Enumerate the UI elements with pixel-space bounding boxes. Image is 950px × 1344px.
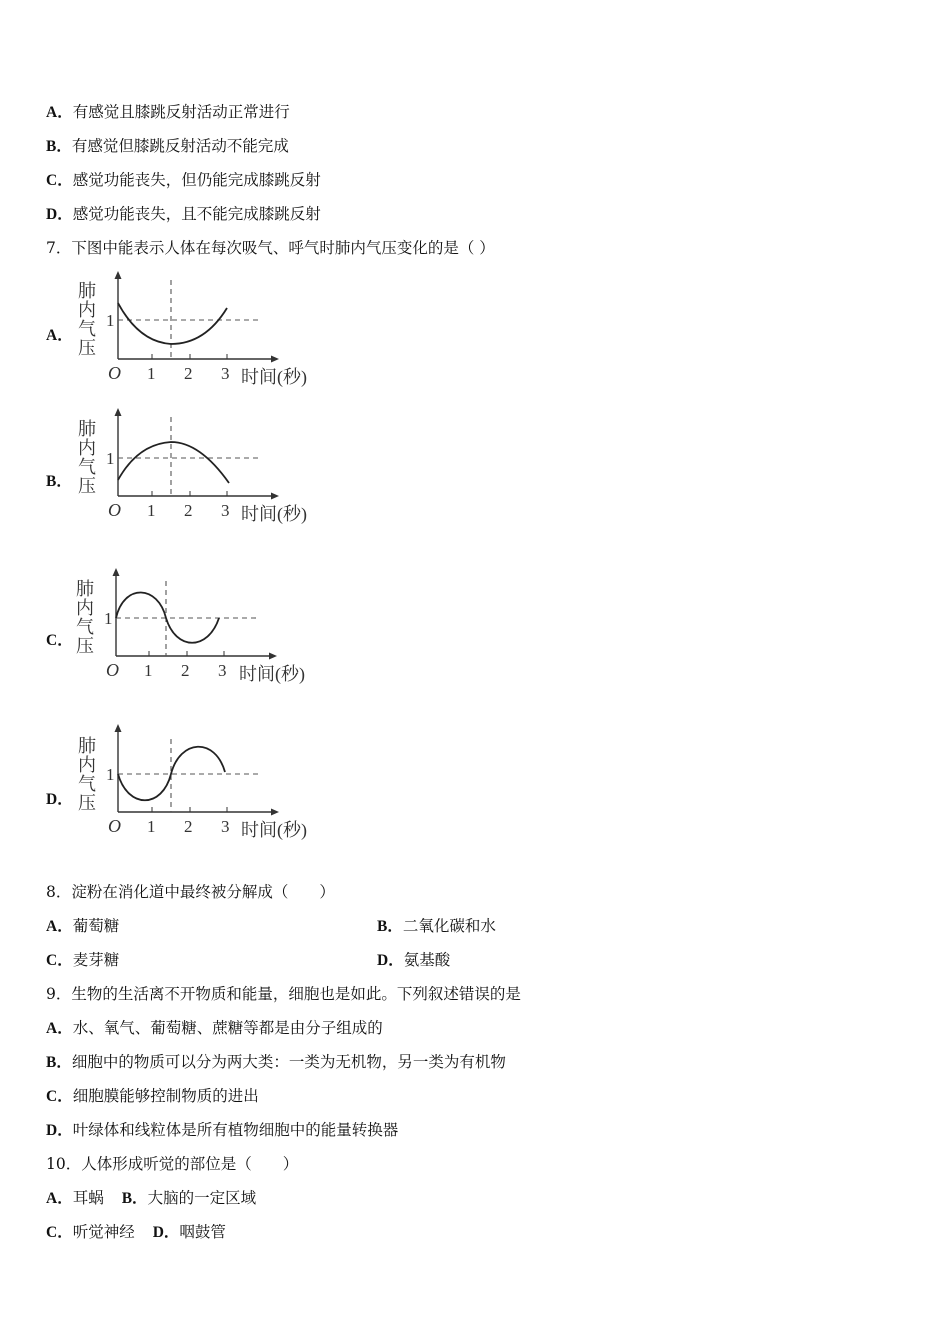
q9-stem: 9．生物的生活离不开物质和能量，细胞也是如此。下列叙述错误的是: [46, 985, 521, 1003]
x-tick-label-1: 1: [147, 501, 156, 520]
x-tick-label-3: 3: [221, 501, 230, 520]
q10-options-row-2: C．听觉神经 D．咽鼓管: [46, 1223, 226, 1241]
y-tick-1: 1: [106, 311, 115, 330]
q7-option-a-label: A．: [46, 327, 73, 344]
origin-label: O: [106, 660, 119, 680]
pressure-curve: [118, 442, 229, 483]
y-label-char-4: 压: [76, 636, 94, 656]
q7-graph-d: [70, 723, 330, 848]
y-label-char-3: 气: [78, 774, 96, 794]
y-label-char-1: 肺: [76, 579, 94, 599]
x-tick-label-1: 1: [147, 364, 156, 383]
q7-option-d-label: D．: [46, 791, 73, 808]
pressure-curve: [116, 592, 219, 642]
q9-option-d: D．叶绿体和线粒体是所有植物细胞中的能量转换器: [46, 1121, 399, 1139]
q10-options-row-1: A．耳蜗 B．大脑的一定区域: [46, 1189, 257, 1207]
origin-label: O: [108, 363, 121, 383]
q8-option-c: C．麦芽糖: [46, 951, 120, 969]
x-tick-label-1: 1: [144, 661, 153, 680]
y-tick-1: 1: [106, 449, 115, 468]
x-axis-arrow: [271, 809, 279, 816]
q6-option-a: A．有感觉且膝跳反射活动正常进行: [46, 103, 290, 121]
x-tick-label-2: 2: [184, 817, 193, 836]
y-label-char-1: 肺: [78, 281, 96, 301]
y-label-char-2: 内: [78, 300, 96, 320]
q7-graph-c: [68, 567, 328, 692]
q8-option-a: A．葡萄糖: [46, 917, 120, 935]
x-tick-label-2: 2: [184, 501, 193, 520]
y-axis-arrow: [115, 408, 122, 416]
y-label-char-3: 气: [78, 319, 96, 339]
x-tick-label-2: 2: [184, 364, 193, 383]
x-tick-label-3: 3: [221, 817, 230, 836]
y-label-char-3: 气: [78, 457, 96, 477]
q7-option-c-label: C．: [46, 632, 73, 649]
y-label-char-4: 压: [78, 476, 96, 496]
x-tick-label-3: 3: [221, 364, 230, 383]
q9-option-a: A．水、氧气、葡萄糖、蔗糖等都是由分子组成的: [46, 1019, 383, 1037]
q7-graph-a: [70, 270, 330, 395]
y-tick-1: 1: [106, 765, 115, 784]
x-axis-arrow: [271, 356, 279, 363]
x-tick-label-3: 3: [218, 661, 227, 680]
q10-stem: 10．人体形成听觉的部位是（ ）: [46, 1155, 299, 1173]
q7-option-b-label: B．: [46, 473, 72, 490]
q8-option-b: B．二氧化碳和水: [377, 917, 496, 935]
q9-option-b: B．细胞中的物质可以分为两大类：一类为无机物，另一类为有机物: [46, 1053, 506, 1071]
x-axis-arrow: [269, 653, 277, 660]
x-axis-label: 时间(秒): [241, 820, 307, 840]
x-axis-label: 时间(秒): [239, 664, 305, 684]
y-label-char-1: 肺: [78, 419, 96, 439]
y-axis-arrow: [113, 568, 120, 576]
pressure-curve: [118, 303, 227, 344]
q6-option-b: B．有感觉但膝跳反射活动不能完成: [46, 137, 289, 155]
x-tick-label-1: 1: [147, 817, 156, 836]
q9-option-c: C．细胞膜能够控制物质的进出: [46, 1087, 259, 1105]
q7-stem: 7．下图中能表示人体在每次吸气、呼气时肺内气压变化的是（ ）: [46, 239, 495, 257]
origin-label: O: [108, 500, 121, 520]
y-label-char-4: 压: [78, 338, 96, 358]
q8-option-d: D．氨基酸: [377, 951, 451, 969]
q7-graph-b: [70, 407, 330, 532]
x-axis-arrow: [271, 493, 279, 500]
q8-stem: 8．淀粉在消化道中最终被分解成（ ）: [46, 883, 335, 901]
y-label-char-1: 肺: [78, 736, 96, 756]
y-axis-arrow: [115, 724, 122, 732]
x-axis-label: 时间(秒): [241, 504, 307, 524]
y-label-char-4: 压: [78, 793, 96, 813]
x-tick-label-2: 2: [181, 661, 190, 680]
y-axis-arrow: [115, 271, 122, 279]
origin-label: O: [108, 816, 121, 836]
y-label-char-2: 内: [78, 755, 96, 775]
y-tick-1: 1: [104, 609, 113, 628]
q6-option-d: D．感觉功能丧失，且不能完成膝跳反射: [46, 205, 321, 223]
y-label-char-2: 内: [78, 438, 96, 458]
q6-option-c: C．感觉功能丧失，但仍能完成膝跳反射: [46, 171, 321, 189]
y-label-char-2: 内: [76, 598, 94, 618]
y-label-char-3: 气: [76, 617, 94, 637]
x-axis-label: 时间(秒): [241, 367, 307, 387]
